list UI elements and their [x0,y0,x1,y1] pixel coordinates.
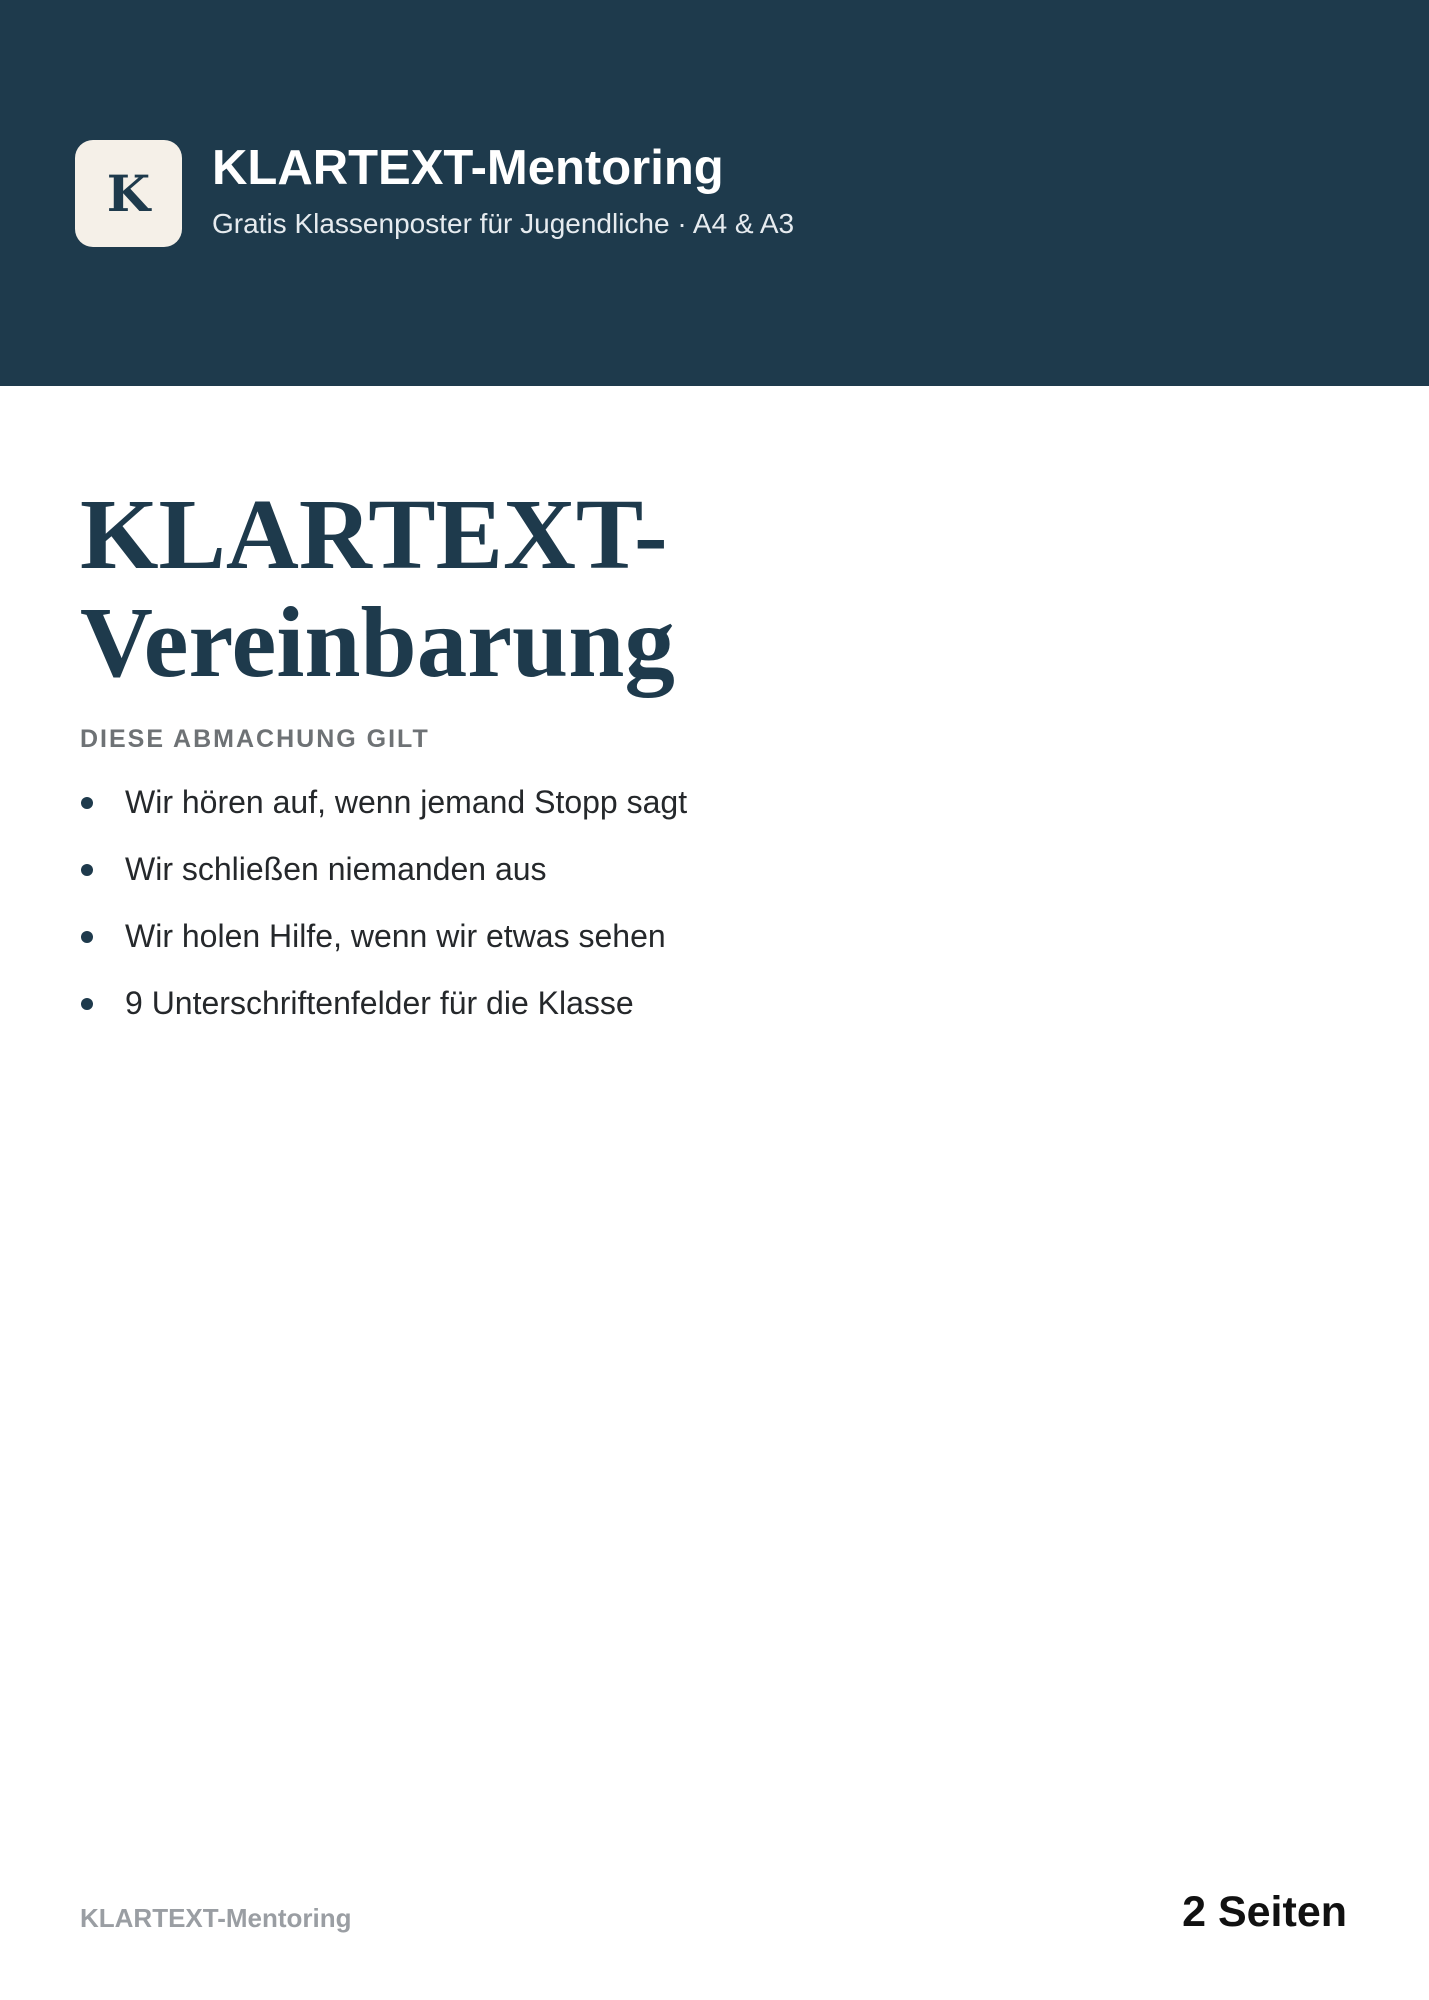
page-count: 2 Seiten [1182,1888,1347,1936]
page-title-line-1: KLARTEXT- [80,478,668,590]
brand-subtitle: Gratis Klassenposter für Jugendliche · A4 & A3 [212,208,795,239]
agreement-list [80,775,687,1043]
list-item: Wir holen Hilfe, wenn wir etwas sehen [80,909,687,976]
section-label: DIESE ABMACHUNG GILT [80,725,430,753]
page-title [80,480,675,696]
header-banner [0,0,1429,386]
list-item: 9 Unterschriftenfelder für die Klasse [80,976,687,1043]
logo-letter: K [106,163,151,223]
list-item: Wir schließen niemanden aus [80,842,687,909]
logo [75,140,182,247]
list-item: Wir hören auf, wenn jemand Stopp sagt [80,775,687,842]
page-title-line-2: Vereinbarung [80,586,675,698]
brand-title: KLARTEXT-Mentoring [212,141,724,195]
footer-brand: KLARTEXT-Mentoring [80,1903,352,1933]
